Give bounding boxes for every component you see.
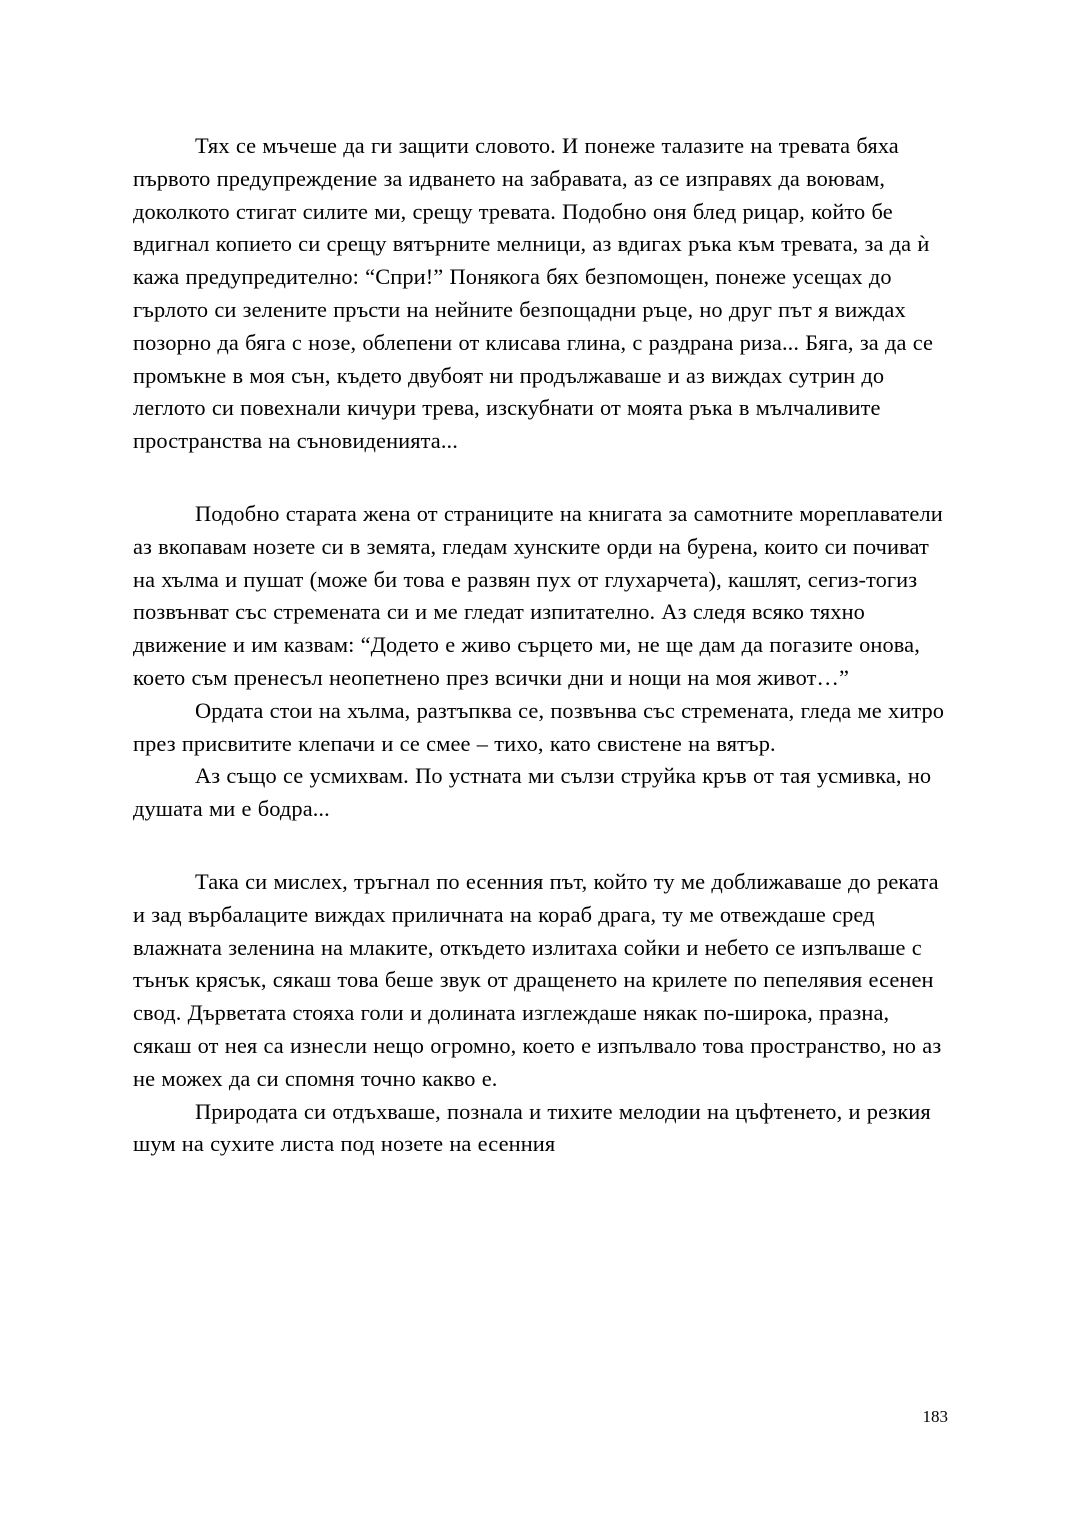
text-body	[133, 130, 951, 1161]
paragraph: Така си мислех, тръгнал по есенния път, който ту ме доближаваше до реката и зад върбалаците виждах приличната на кораб драга, ту ме отвеждаше сред влажната зеленина на млаките, откъдето излитаха сойки и небето се изпълваше с тънък крясък, сякаш това беше звук от дращенето на крилете по пепелявия есенен свод. Дърветата стояха голи и долината изглеждаше някак по-широка, празна, сякаш от нея са изнесли нещо огромно, което е изпълвало това пространство, но аз не можех да си спомня точно какво е.	[133, 868, 942, 1091]
paragraph: Тях се мъчеше да ги защити словото. И понеже талазите на тревата бяха първото предупреждение за идването на забравата, аз се изправях да воювам, доколкото стигат силите ми, срещу тревата. Подобно оня блед рицар, който бе вдигнал копието си срещу вятърните мелници, аз вдигах ръка към тревата, за да ѝ кажа предупредително: “Спри!” Понякога бях безпомощен, понеже усещах до гърлото си зелените пръсти на нейните безпощадни ръце, но друг път я виждах позорно да бяга с нозе, облепени от клисава глина, с раздрана риза... Бяга, за да се промъкне в моя сън, където двубоят ни продължаваше и аз виждах сутрин до леглото си повехнали кичури трева, изскубнати от моята ръка в мълчаливите пространства на съновиденията...	[133, 133, 934, 454]
paragraph: Ордата стои на хълма, разтъпква се, позвънва със стремената, гледа ме хитро през присвитите клепачи и се смее – тихо, като свистене на вятър.	[133, 697, 945, 756]
paragraph: Природата си отдъхваше, познала и тихите мелодии на цъфтенето, и резкия шум на сухите листа под нозете на есенния	[133, 1098, 931, 1157]
paragraph: Аз също се усмихвам. По устната ми сълзи струйка кръв от тая усмивка, но душата ми е бодра...	[133, 763, 932, 822]
page-number: 183	[922, 1407, 948, 1426]
paragraph: Подобно старата жена от страниците на книгата за самотните мореплаватели аз вкопавам нозете си в земята, гледам хунските орди на бурена, които си почиват на хълма и пушат (може би това е развян пух от глухарчета), кашлят, сегиз-тогиз позвънват със стремената си и ме гледат изпитателно. Аз следя всяко тяхно движение и им казвам: “Додето е живо сърцето ми, не ще дам да погазите онова, което съм пренесъл неопетнено през всички дни и нощи на моя живот…”	[133, 500, 943, 690]
